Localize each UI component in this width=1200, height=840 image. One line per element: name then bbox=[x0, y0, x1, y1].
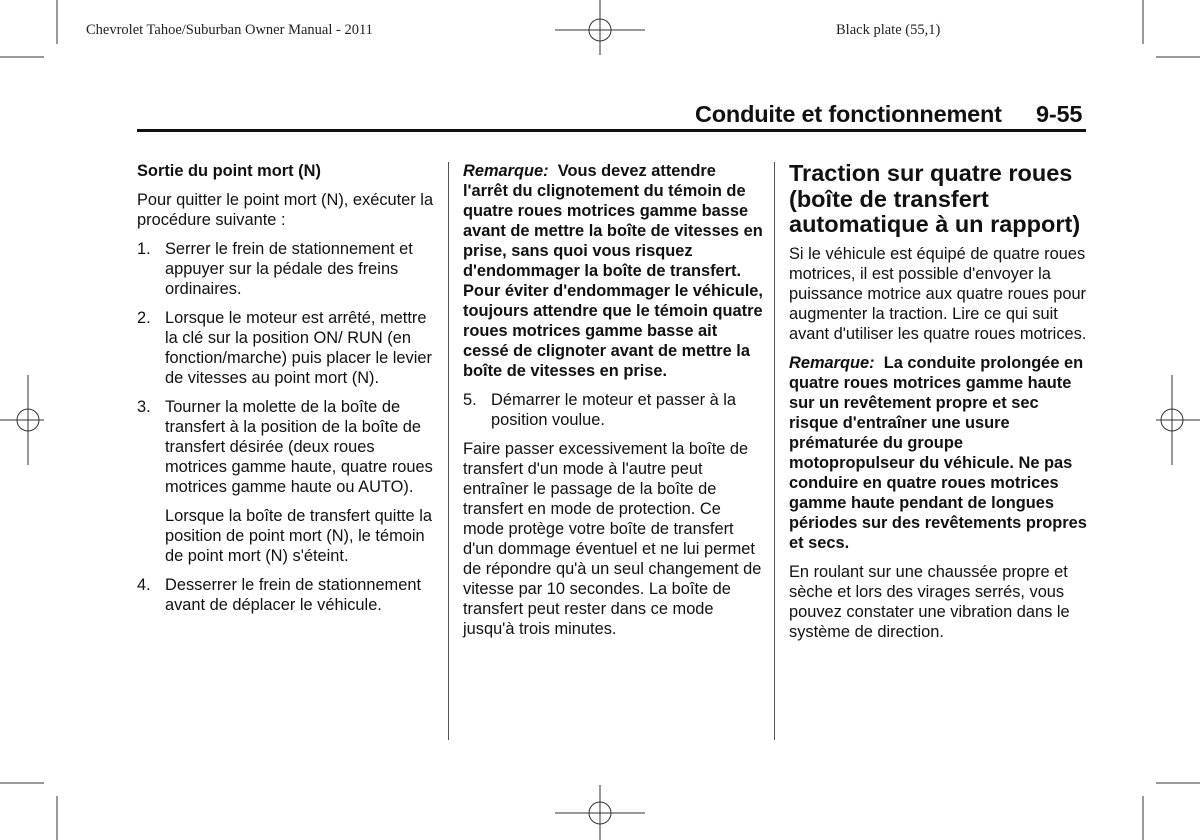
list-item bbox=[137, 575, 437, 615]
page-number: 9-55 bbox=[1036, 101, 1083, 127]
caution-note bbox=[789, 353, 1089, 553]
registration-target-right bbox=[1156, 375, 1200, 465]
paragraph: Faire passer excessivement la boîte de transfert d'un mode à l'autre peut entraîner le passage de la boîte de transfert en mode de protection. Ce mode protège votre boîte de transfert d'un dommage éventuel et ne lui permet de répondre qu'à un seul changement de vitesse par 10 secondes. La boîte de transfert peut rester dans ce mode jusqu'à trois minutes. bbox=[463, 440, 762, 638]
registration-target-left bbox=[0, 375, 44, 465]
list-text: Tourner la molette de la boîte de transfert à la position de la boîte de transfert désirée (deux roues motrices gamme haute, quatre roues motrices gamme haute ou AUTO). bbox=[165, 398, 433, 496]
list-item bbox=[463, 390, 763, 430]
list-item bbox=[137, 308, 437, 388]
header-rule bbox=[137, 129, 1086, 132]
column-3 bbox=[789, 161, 1089, 651]
list-item bbox=[137, 397, 437, 497]
list-text: Serrer le frein de stationnement et appuyer sur la pédale des freins ordinaires. bbox=[165, 240, 413, 298]
list-item bbox=[137, 239, 437, 299]
column-2 bbox=[463, 161, 763, 648]
section-title: Conduite et fonctionnement bbox=[695, 101, 1002, 127]
column-1 bbox=[137, 161, 437, 624]
list-text: Lorsque le moteur est arrêté, mettre la clé sur la position ON/ RUN (en fonction/marche) puis placer le levier de vitesses au point mort (N). bbox=[165, 309, 432, 387]
registration-target-bottom bbox=[555, 785, 645, 840]
note-text: Vous devez attendre l'arrêt du clignotement du témoin de quatre roues motrices gamme basse avant de mettre la boîte de vitesses en prise, sans quoi vous risquez d'endommager la boîte de transfert. Pour éviter d'endommager le véhicule, toujours attendre que le témoin quatre roues motrices gamme basse ait cessé de clignoter avant de mettre la boîte de vitesses en prise. bbox=[463, 162, 763, 380]
list-number: 5. bbox=[463, 391, 477, 409]
plate-slug: Black plate (55,1) bbox=[836, 22, 941, 38]
note-label: Remarque: bbox=[463, 162, 549, 180]
note-label: Remarque: bbox=[789, 353, 875, 372]
paragraph: Pour quitter le point mort (N), exécuter la procédure suivante : bbox=[137, 191, 434, 229]
subheading: Sortie du point mort (N) bbox=[137, 162, 321, 180]
paragraph: En roulant sur une chaussée propre et sèche et lors des virages serrés, vous pouvez constater une vibration dans le système de direction. bbox=[789, 562, 1070, 641]
section-heading: Traction sur quatre roues (boîte de transfert automatique à un rapport) bbox=[789, 160, 1081, 237]
note-text: La conduite prolongée en quatre roues motrices gamme haute sur un revêtement propre et sec risque d'entraîner une usure prématurée du groupe motopropulseur du véhicule. Ne pas conduire en quatre roues motrices gamme haute pendant de longues périodes sur des revêtements propres et secs. bbox=[789, 353, 1087, 552]
manual-slug: Chevrolet Tahoe/Suburban Owner Manual - 2011 bbox=[86, 22, 373, 38]
list-text: Démarrer le moteur et passer à la position voulue. bbox=[491, 391, 737, 429]
list-text: Desserrer le frein de stationnement avant de déplacer le véhicule. bbox=[165, 576, 421, 614]
list-subparagraph: Lorsque la boîte de transfert quitte la position de point mort (N), le témoin de point mort (N) s'éteint. bbox=[165, 507, 432, 565]
list-number: 3. bbox=[137, 398, 151, 416]
paragraph: Si le véhicule est équipé de quatre roues motrices, il est possible d'envoyer la puissance motrice aux quatre roues pour augmenter la traction. Lire ce qui suit avant d'utiliser les quatre roues motrices. bbox=[789, 244, 1087, 343]
registration-target-top bbox=[555, 0, 645, 55]
list-number: 1. bbox=[137, 240, 151, 258]
column-divider bbox=[774, 162, 775, 740]
column-divider bbox=[448, 162, 449, 740]
list-number: 4. bbox=[137, 576, 151, 594]
caution-note bbox=[463, 161, 763, 381]
list-number: 2. bbox=[137, 309, 151, 327]
